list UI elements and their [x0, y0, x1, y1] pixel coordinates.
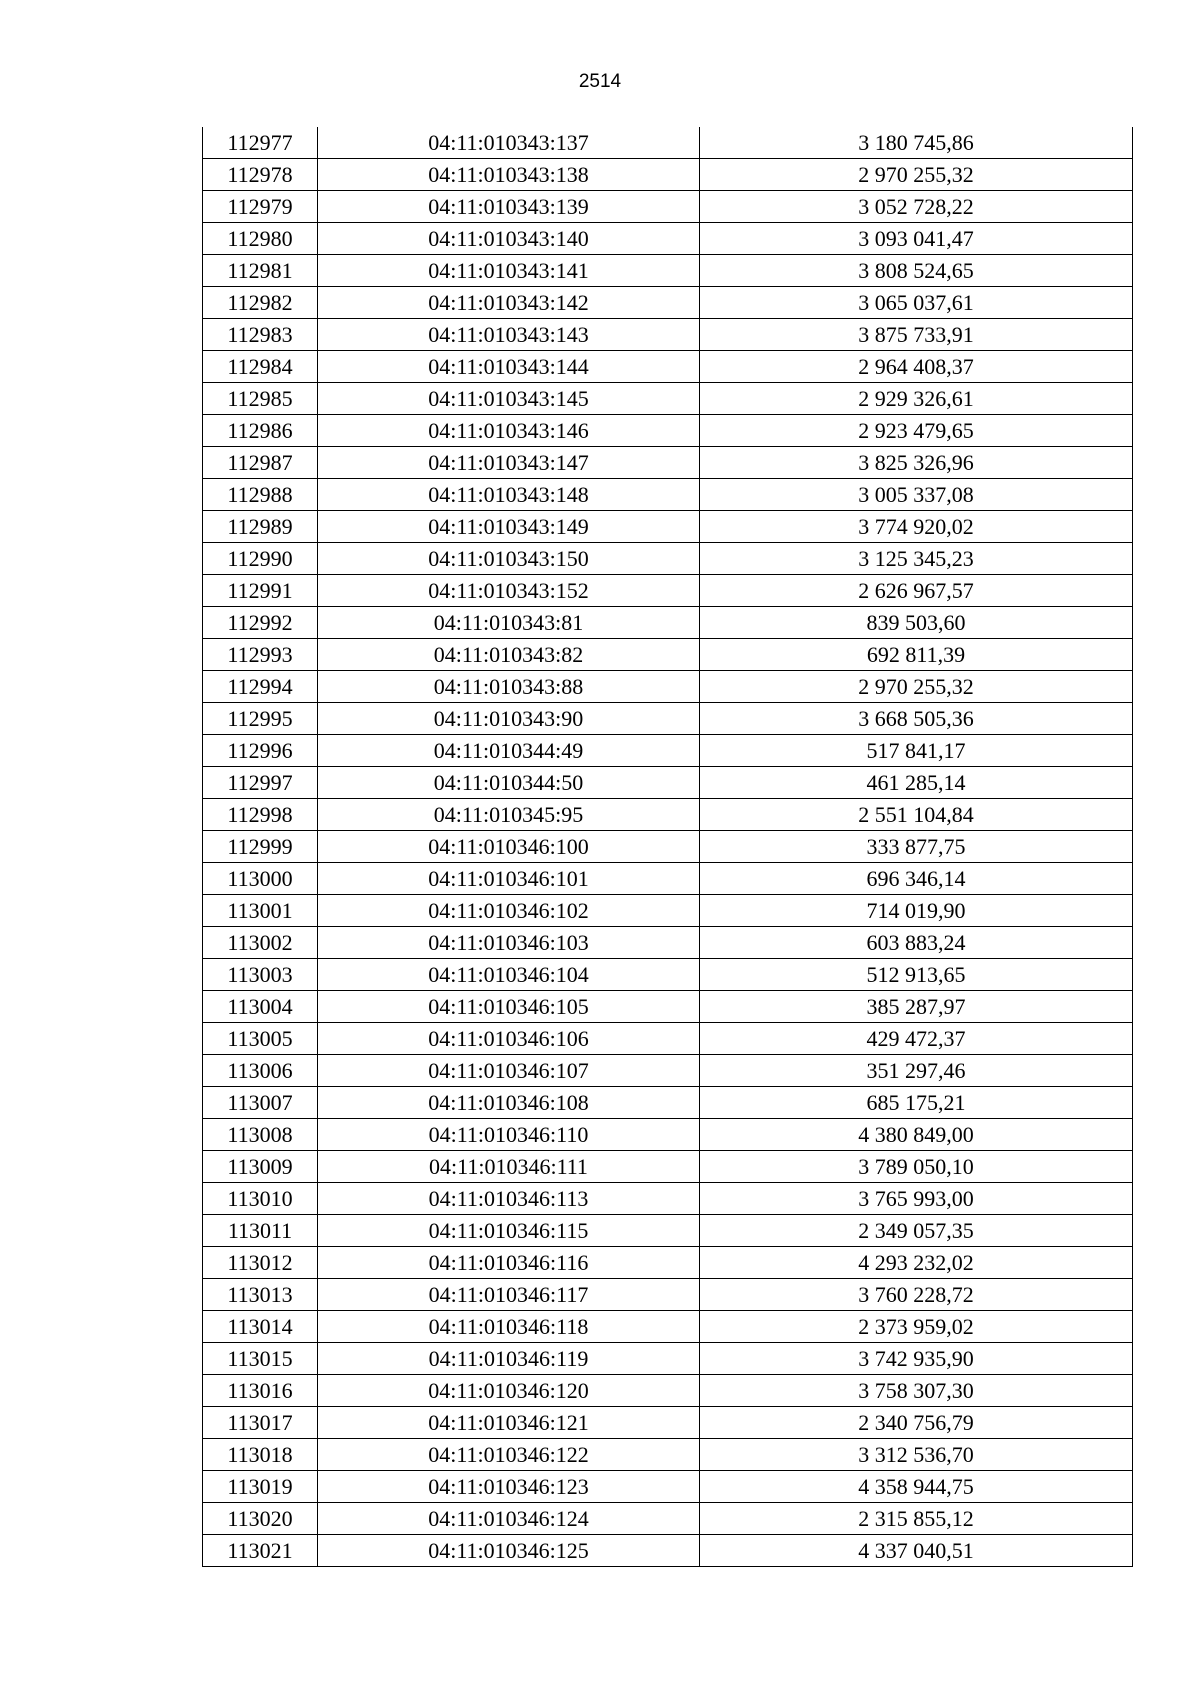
cadastral-number-cell: 04:11:010346:104 — [318, 959, 700, 991]
table-row — [203, 831, 1133, 863]
row-number-cell: 113017 — [203, 1407, 318, 1439]
cadastral-number-cell: 04:11:010346:119 — [318, 1343, 700, 1375]
cadastral-value-cell: 333 877,75 — [700, 831, 1133, 863]
table-row — [203, 1279, 1133, 1311]
table-row — [203, 223, 1133, 255]
row-number-cell: 112995 — [203, 703, 318, 735]
cadastral-number-cell: 04:11:010346:105 — [318, 991, 700, 1023]
cadastral-value-cell: 512 913,65 — [700, 959, 1133, 991]
cadastral-number-cell: 04:11:010346:102 — [318, 895, 700, 927]
row-number-cell: 112999 — [203, 831, 318, 863]
cadastral-number-cell: 04:11:010346:107 — [318, 1055, 700, 1087]
cadastral-value-cell: 2 349 057,35 — [700, 1215, 1133, 1247]
page-number: 2514 — [578, 71, 622, 92]
table-row — [203, 383, 1133, 415]
table-row — [203, 415, 1133, 447]
cadastral-number-cell: 04:11:010343:150 — [318, 543, 700, 575]
table-row — [203, 735, 1133, 767]
cadastral-value-cell: 2 964 408,37 — [700, 351, 1133, 383]
table-row — [203, 767, 1133, 799]
row-number-cell: 112986 — [203, 415, 318, 447]
cadastral-number-cell: 04:11:010346:124 — [318, 1503, 700, 1535]
row-number-cell: 112980 — [203, 223, 318, 255]
cadastral-value-cell: 2 373 959,02 — [700, 1311, 1133, 1343]
cadastral-value-cell: 3 052 728,22 — [700, 191, 1133, 223]
table-row — [203, 1407, 1133, 1439]
row-number-cell: 113019 — [203, 1471, 318, 1503]
cadastral-number-cell: 04:11:010343:82 — [318, 639, 700, 671]
cadastral-value-cell: 603 883,24 — [700, 927, 1133, 959]
table-row — [203, 895, 1133, 927]
cadastral-value-cell: 517 841,17 — [700, 735, 1133, 767]
table-row — [203, 991, 1133, 1023]
cadastral-number-cell: 04:11:010343:140 — [318, 223, 700, 255]
cadastral-value-cell: 839 503,60 — [700, 607, 1133, 639]
table-row — [203, 1439, 1133, 1471]
cadastral-value-cell: 3 765 993,00 — [700, 1183, 1133, 1215]
table-row — [203, 671, 1133, 703]
cadastral-value-cell: 2 626 967,57 — [700, 575, 1133, 607]
table-row — [203, 703, 1133, 735]
cadastral-number-cell: 04:11:010343:147 — [318, 447, 700, 479]
row-number-cell: 112989 — [203, 511, 318, 543]
cadastral-number-cell: 04:11:010343:145 — [318, 383, 700, 415]
table-row — [203, 255, 1133, 287]
cadastral-value-cell: 461 285,14 — [700, 767, 1133, 799]
table-row — [203, 959, 1133, 991]
table-row — [203, 607, 1133, 639]
row-number-cell: 112984 — [203, 351, 318, 383]
cadastral-value-cell: 3 875 733,91 — [700, 319, 1133, 351]
cadastral-number-cell: 04:11:010346:122 — [318, 1439, 700, 1471]
table-row — [203, 1087, 1133, 1119]
cadastral-number-cell: 04:11:010344:50 — [318, 767, 700, 799]
table-row — [203, 319, 1133, 351]
table-row — [203, 511, 1133, 543]
row-number-cell: 112994 — [203, 671, 318, 703]
cadastral-value-cell: 2 923 479,65 — [700, 415, 1133, 447]
cadastral-value-cell: 714 019,90 — [700, 895, 1133, 927]
cadastral-value-cell: 4 358 944,75 — [700, 1471, 1133, 1503]
row-number-cell: 112993 — [203, 639, 318, 671]
row-number-cell: 112982 — [203, 287, 318, 319]
table-row — [203, 1151, 1133, 1183]
row-number-cell: 113014 — [203, 1311, 318, 1343]
cadastral-value-cell: 685 175,21 — [700, 1087, 1133, 1119]
cadastral-value-cell: 385 287,97 — [700, 991, 1133, 1023]
cadastral-value-cell: 3 760 228,72 — [700, 1279, 1133, 1311]
cadastral-number-cell: 04:11:010343:152 — [318, 575, 700, 607]
table-row — [203, 639, 1133, 671]
table-row — [203, 543, 1133, 575]
cadastral-value-cell: 3 125 345,23 — [700, 543, 1133, 575]
row-number-cell: 113013 — [203, 1279, 318, 1311]
cadastral-number-cell: 04:11:010346:125 — [318, 1535, 700, 1567]
cadastral-number-cell: 04:11:010346:113 — [318, 1183, 700, 1215]
row-number-cell: 113004 — [203, 991, 318, 1023]
cadastral-number-cell: 04:11:010346:117 — [318, 1279, 700, 1311]
cadastral-number-cell: 04:11:010346:115 — [318, 1215, 700, 1247]
table-row — [203, 1023, 1133, 1055]
cadastral-value-cell: 4 380 849,00 — [700, 1119, 1133, 1151]
cadastral-value-cell: 2 551 104,84 — [700, 799, 1133, 831]
row-number-cell: 113012 — [203, 1247, 318, 1279]
cadastral-number-cell: 04:11:010346:101 — [318, 863, 700, 895]
table-row — [203, 1215, 1133, 1247]
cadastral-number-cell: 04:11:010346:110 — [318, 1119, 700, 1151]
cadastral-value-cell: 3 312 536,70 — [700, 1439, 1133, 1471]
cadastral-number-cell: 04:11:010343:139 — [318, 191, 700, 223]
row-number-cell: 113009 — [203, 1151, 318, 1183]
cadastral-value-cell: 696 346,14 — [700, 863, 1133, 895]
cadastral-number-cell: 04:11:010346:118 — [318, 1311, 700, 1343]
cadastral-number-cell: 04:11:010343:148 — [318, 479, 700, 511]
row-number-cell: 112985 — [203, 383, 318, 415]
cadastral-number-cell: 04:11:010343:142 — [318, 287, 700, 319]
cadastral-value-cell: 2 340 756,79 — [700, 1407, 1133, 1439]
row-number-cell: 112998 — [203, 799, 318, 831]
table-row — [203, 1183, 1133, 1215]
row-number-cell: 112987 — [203, 447, 318, 479]
cadastral-value-cell: 692 811,39 — [700, 639, 1133, 671]
table-row — [203, 1119, 1133, 1151]
cadastral-number-cell: 04:11:010346:121 — [318, 1407, 700, 1439]
cadastral-number-cell: 04:11:010346:116 — [318, 1247, 700, 1279]
cadastral-number-cell: 04:11:010346:103 — [318, 927, 700, 959]
row-number-cell: 112996 — [203, 735, 318, 767]
cadastral-value-table — [202, 127, 1133, 1567]
row-number-cell: 113020 — [203, 1503, 318, 1535]
cadastral-value-cell: 3 005 337,08 — [700, 479, 1133, 511]
table-row — [203, 575, 1133, 607]
cadastral-number-cell: 04:11:010343:138 — [318, 159, 700, 191]
table-row — [203, 927, 1133, 959]
cadastral-value-cell: 2 970 255,32 — [700, 159, 1133, 191]
table-row — [203, 1471, 1133, 1503]
cadastral-number-cell: 04:11:010343:144 — [318, 351, 700, 383]
row-number-cell: 112992 — [203, 607, 318, 639]
row-number-cell: 113010 — [203, 1183, 318, 1215]
cadastral-value-cell: 3 774 920,02 — [700, 511, 1133, 543]
row-number-cell: 112979 — [203, 191, 318, 223]
table-row — [203, 159, 1133, 191]
table-row — [203, 1503, 1133, 1535]
table-row — [203, 479, 1133, 511]
row-number-cell: 113005 — [203, 1023, 318, 1055]
row-number-cell: 113006 — [203, 1055, 318, 1087]
cadastral-number-cell: 04:11:010346:120 — [318, 1375, 700, 1407]
table-row — [203, 447, 1133, 479]
row-number-cell: 113018 — [203, 1439, 318, 1471]
cadastral-number-cell: 04:11:010345:95 — [318, 799, 700, 831]
table-row — [203, 1311, 1133, 1343]
cadastral-value-cell: 3 093 041,47 — [700, 223, 1133, 255]
row-number-cell: 113000 — [203, 863, 318, 895]
table-row — [203, 1055, 1133, 1087]
row-number-cell: 112983 — [203, 319, 318, 351]
row-number-cell: 113001 — [203, 895, 318, 927]
table-row — [203, 351, 1133, 383]
row-number-cell: 113021 — [203, 1535, 318, 1567]
row-number-cell: 113002 — [203, 927, 318, 959]
cadastral-number-cell: 04:11:010346:123 — [318, 1471, 700, 1503]
cadastral-value-cell: 3 825 326,96 — [700, 447, 1133, 479]
cadastral-value-cell: 4 293 232,02 — [700, 1247, 1133, 1279]
row-number-cell: 112990 — [203, 543, 318, 575]
cadastral-value-cell: 429 472,37 — [700, 1023, 1133, 1055]
cadastral-value-cell: 3 065 037,61 — [700, 287, 1133, 319]
row-number-cell: 113016 — [203, 1375, 318, 1407]
row-number-cell: 112977 — [203, 127, 318, 159]
cadastral-number-cell: 04:11:010346:106 — [318, 1023, 700, 1055]
cadastral-number-cell: 04:11:010343:149 — [318, 511, 700, 543]
row-number-cell: 113003 — [203, 959, 318, 991]
cadastral-number-cell: 04:11:010343:81 — [318, 607, 700, 639]
cadastral-value-cell: 3 742 935,90 — [700, 1343, 1133, 1375]
cadastral-number-cell: 04:11:010346:108 — [318, 1087, 700, 1119]
cadastral-number-cell: 04:11:010343:141 — [318, 255, 700, 287]
table-body — [203, 127, 1133, 1567]
row-number-cell: 113007 — [203, 1087, 318, 1119]
cadastral-number-cell: 04:11:010343:88 — [318, 671, 700, 703]
cadastral-value-cell: 3 808 524,65 — [700, 255, 1133, 287]
table-row — [203, 799, 1133, 831]
cadastral-number-cell: 04:11:010343:146 — [318, 415, 700, 447]
table-row — [203, 127, 1133, 159]
cadastral-number-cell: 04:11:010343:90 — [318, 703, 700, 735]
cadastral-value-cell: 3 668 505,36 — [700, 703, 1133, 735]
cadastral-value-cell: 3 758 307,30 — [700, 1375, 1133, 1407]
cadastral-value-cell: 3 180 745,86 — [700, 127, 1133, 159]
cadastral-number-cell: 04:11:010346:100 — [318, 831, 700, 863]
cadastral-number-cell: 04:11:010344:49 — [318, 735, 700, 767]
cadastral-value-cell: 351 297,46 — [700, 1055, 1133, 1087]
table-row — [203, 1343, 1133, 1375]
row-number-cell: 113015 — [203, 1343, 318, 1375]
table-row — [203, 191, 1133, 223]
row-number-cell: 112997 — [203, 767, 318, 799]
cadastral-number-cell: 04:11:010343:137 — [318, 127, 700, 159]
cadastral-number-cell: 04:11:010343:143 — [318, 319, 700, 351]
table-row — [203, 863, 1133, 895]
table-row — [203, 1247, 1133, 1279]
row-number-cell: 113011 — [203, 1215, 318, 1247]
cadastral-value-cell: 4 337 040,51 — [700, 1535, 1133, 1567]
row-number-cell: 112978 — [203, 159, 318, 191]
row-number-cell: 112981 — [203, 255, 318, 287]
cadastral-value-cell: 2 315 855,12 — [700, 1503, 1133, 1535]
table-row — [203, 1535, 1133, 1567]
row-number-cell: 113008 — [203, 1119, 318, 1151]
table-row — [203, 287, 1133, 319]
cadastral-value-cell: 2 929 326,61 — [700, 383, 1133, 415]
cadastral-value-cell: 3 789 050,10 — [700, 1151, 1133, 1183]
row-number-cell: 112988 — [203, 479, 318, 511]
table-row — [203, 1375, 1133, 1407]
row-number-cell: 112991 — [203, 575, 318, 607]
cadastral-number-cell: 04:11:010346:111 — [318, 1151, 700, 1183]
cadastral-value-cell: 2 970 255,32 — [700, 671, 1133, 703]
